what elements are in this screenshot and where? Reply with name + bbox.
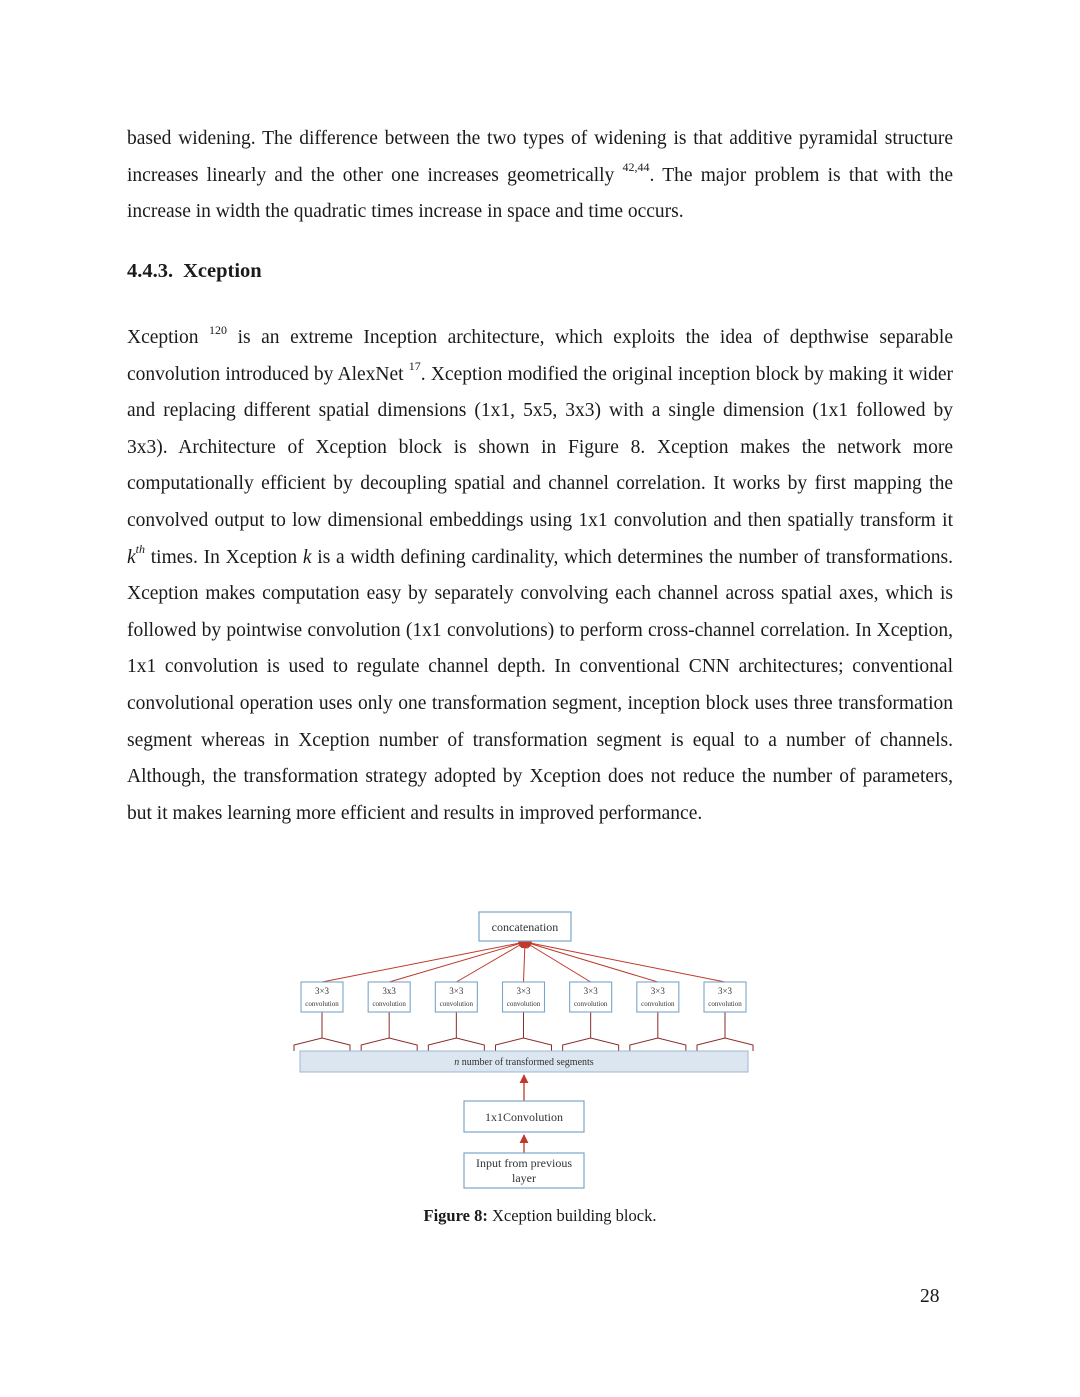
conv-box-type-label: convolution [708, 1000, 742, 1008]
caption-label: Figure 8: [423, 1206, 488, 1225]
fan-line [524, 942, 526, 982]
conv-box-type-label: convolution [305, 1000, 339, 1008]
fan-line [525, 942, 725, 982]
conv-box-type-label: convolution [573, 1000, 608, 1008]
fan-line [389, 942, 525, 982]
paragraph-2-text-e: is a width defining cardinality, which determines the number of transformations. Xception makes computation easy by separately convolving each channel across spatial axes, which is followed by pointwise convolution (1x1 convolutions) to perform cross-channel correlation. In Xception, 1x1 convolution is used to regulate channel depth. In conventional CNN architectures; conventional convolutional operation uses only one transformation segment, inception block uses three transformation segment whereas in Xception number of transformation segment is equal to a number of channels. Although, the transformation strategy adopted by Xception does not reduce the number of parameters, but it makes learning more efficient and results in improved performance. [127, 546, 954, 824]
bracket-spread [361, 1038, 417, 1051]
figure-caption [0, 1206, 1080, 1226]
fan-line [322, 942, 525, 982]
input-label-line2: layer [512, 1171, 536, 1185]
fan-line [525, 942, 591, 982]
conv-box-row [301, 982, 746, 1012]
section-title: Xception [183, 260, 262, 282]
paragraph-1 [127, 121, 953, 231]
paragraph-2 [127, 320, 953, 832]
citation-17: 17 [408, 359, 421, 374]
conv-box-size-label: 3×3 [650, 986, 665, 996]
concatenation-fan-lines [322, 942, 725, 982]
conv-box-size-label: 3x3 [382, 986, 396, 996]
segments-text: number of transformed segments [459, 1057, 594, 1068]
segments-italic-n: n [454, 1057, 460, 1068]
paragraph-2-text-a: Xception [127, 327, 210, 348]
paragraph-2-text-b: is an extreme Inception architecture, which exploits the idea of depthwise separable convolution introduced by AlexNet [127, 327, 953, 385]
citation-42-44: 42,44 [622, 160, 650, 175]
conv-box-size-label: 3×3 [314, 986, 330, 996]
paragraph-1-text-a: based widening. The difference between the two types of widening is that additive pyramidal structure increases linearly and the other one increases geometrically [127, 128, 953, 186]
conv-box-type-label: convolution [439, 1000, 474, 1008]
paragraph-2-text-c: . Xception modified the original inception block by making it wider and replacing different spatial dimensions (1x1, 5x5, 3x3) with a single dimension (1x1 followed by 3x3). Architecture of Xception block is shown in Figure 8. Xception makes the network more computationally efficient by decoupling spatial and channel correlation. It works by first mapping the convolved output to low dimensional embeddings using 1x1 convolution and then spatially transform it [127, 363, 953, 531]
transformed-segments-label [454, 1057, 594, 1068]
fan-line [456, 942, 525, 982]
citation-120: 120 [209, 322, 228, 337]
bracket-spread [563, 1038, 619, 1051]
fan-line [525, 942, 658, 982]
conv-box-size-label: 3×3 [717, 986, 733, 996]
k-symbol-2: k [302, 546, 312, 568]
section-heading [127, 260, 262, 283]
conv-box-size-label: 3×3 [516, 986, 531, 996]
section-number: 4.4.3. [127, 260, 174, 282]
k-superscript: th [135, 542, 145, 557]
k-symbol: k [127, 546, 136, 568]
paragraph-2-text-d: times. In Xception [145, 546, 303, 568]
caption-text: Xception building block. [487, 1206, 657, 1225]
conv-box-size-label: 3×3 [449, 986, 464, 996]
bracket-spread [630, 1038, 686, 1051]
pointwise-conv-label: 1x1Convolution [484, 1110, 564, 1124]
xception-block-diagram [290, 905, 770, 1195]
input-label-line1: Input from previous [476, 1156, 572, 1170]
conv-box-type-label: convolution [641, 1000, 675, 1008]
conv-box-type-label: convolution [372, 1000, 406, 1008]
bracket-spread [428, 1038, 484, 1051]
conv-box-size-label: 3×3 [583, 986, 598, 996]
bracket-spread [294, 1038, 350, 1051]
bracket-spread [697, 1038, 753, 1051]
segment-brackets [294, 1012, 753, 1051]
paragraph-1-text-b: . The major problem is that with the increase in width the quadratic times increase in space and time occurs. [127, 164, 953, 223]
page-number: 28 [920, 1286, 940, 1307]
conv-box-type-label: convolution [506, 1000, 541, 1008]
concatenation-label: concatenation [491, 920, 559, 934]
bracket-spread [496, 1038, 552, 1051]
